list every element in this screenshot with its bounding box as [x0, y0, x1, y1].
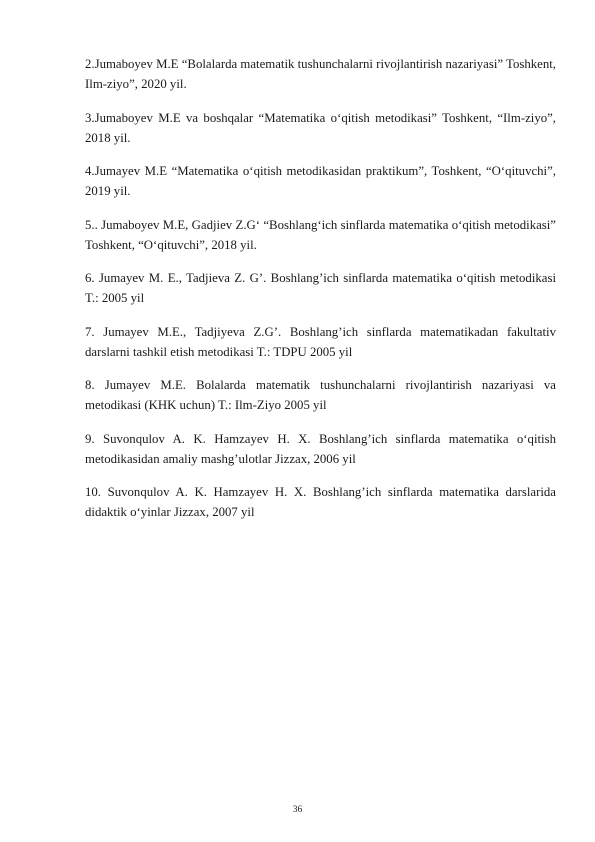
- reference-item-7: 7. Jumayev M.E., Tadjiyeva Z.G’. Boshlang’ich sinflarda matematikadan fakultativ darslarni tashkil etish metodikasi T.: TDPU 2005 yil: [85, 324, 556, 359]
- reference-item-4: 4.Jumayev M.E “Matematika o‘qitish metodikasidan praktikum”, Toshkent, “O‘qituvchi”, 2019 yil.: [85, 164, 556, 198]
- reference-item-6: 6. Jumayev M. E., Tadjieva Z. G’. Boshlang’ich sinflarda matematika o‘qitish metodikasi T.: 2005 yil: [85, 271, 556, 305]
- reference-item-5: 5.. Jumaboyev M.E, Gadjiev Z.G‘ “Boshlang‘ich sinflarda matematika o‘qitish metodikasi” Toshkent, “O‘qituvchi”, 2018 yil.: [85, 217, 556, 252]
- page-number: 36: [292, 805, 303, 815]
- reference-list: [85, 54, 556, 536]
- reference-item-10: 10. Suvonqulov A. K. Hamzayev H. X. Boshlang’ich sinflarda matematika darslarida didaktik o‘yinlar Jizzax, 2007 yil: [85, 485, 556, 519]
- reference-item-2: 2.Jumaboyev M.E “Bolalarda matematik tushunchalarni rivojlantirish nazariyasi” Toshkent, Ilm-ziyo”, 2020 yil.: [85, 57, 556, 91]
- reference-item-8: 8. Jumayev M.E. Bolalarda matematik tushunchalarni rivojlantirish nazariyasi va metodikasi (KHK uchun) T.: Ilm-Ziyo 2005 yil: [85, 378, 556, 412]
- reference-item-9: 9. Suvonqulov A. K. Hamzayev H. X. Boshlang’ich sinflarda matematika o‘qitish metodikasidan amaliy mashg’ulotlar Jizzax, 2006 yil: [85, 431, 556, 466]
- reference-item-3: 3.Jumaboyev M.E va boshqalar “Matematika o‘qitish metodikasi” Toshkent, “Ilm-ziyo”, 2018 yil.: [85, 110, 556, 145]
